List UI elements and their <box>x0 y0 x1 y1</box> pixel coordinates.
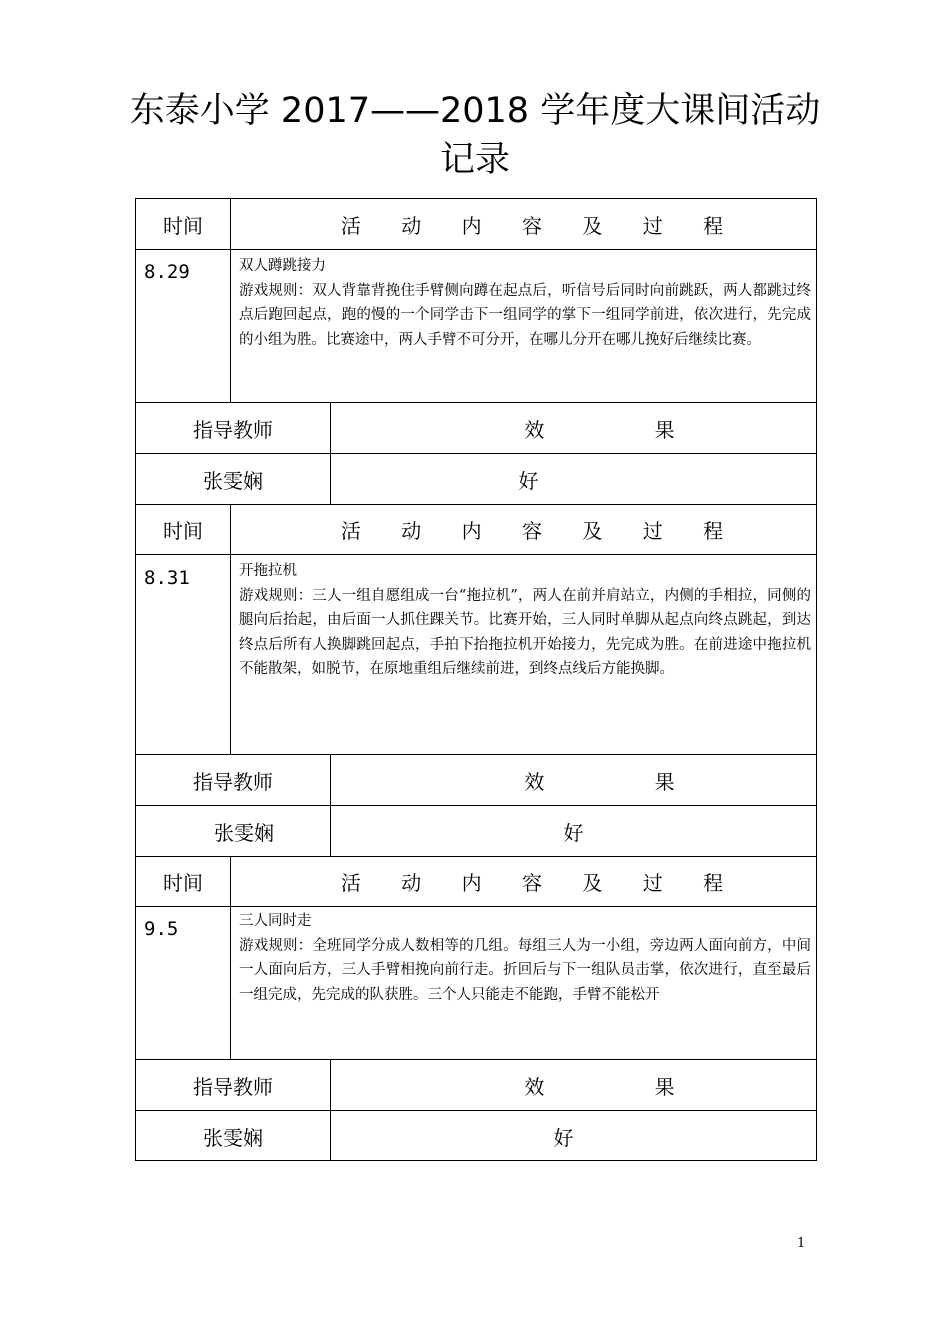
header-time: 时间 <box>163 213 203 238</box>
activity-name: 三人同时走 <box>239 913 312 929</box>
header-content: 活 动 内 容 及 过 程 <box>340 213 741 238</box>
activity-name: 开拖拉机 <box>239 563 297 579</box>
activity-rules: 游戏规则：全班同学分成人数相等的几组。每组三人为一小组，旁边两人面向前方，中间一人面向后方，三人手臂相挽向前行走。折回后与下一组队员击掌，依次进行，直至最后一组完成，先完成的队获胜。三个人只能走不能跑，手臂不能松开 <box>239 937 811 1003</box>
teacher-name: 张雯娴 <box>203 468 263 493</box>
activity-rules: 游戏规则：双人背靠背挽住手臂侧向蹲在起点后，听信号后同时向前跳跃，两人都跳过终点后跑回起点，跑的慢的一个同学击下一组同学的掌下一组同学前进，依次进行，先完成的小组为胜。比赛途中，两人手臂不可分开，在哪儿分开在哪儿挽好后继续比赛。 <box>239 282 811 348</box>
effect-value: 好 <box>518 468 539 493</box>
header-time: 时间 <box>163 518 203 543</box>
header-effect: 效 果 <box>524 769 727 794</box>
effect-value: 好 <box>553 1125 574 1150</box>
header-teacher: 指导教师 <box>193 1074 273 1099</box>
teacher-name: 张雯娴 <box>203 1125 263 1150</box>
header-teacher: 指导教师 <box>193 417 273 442</box>
header-teacher: 指导教师 <box>193 769 273 794</box>
header-content: 活 动 内 容 及 过 程 <box>340 518 741 543</box>
record-content <box>239 909 811 1007</box>
activity-rules: 游戏规则：三人一组自愿组成一台“拖拉机”，两人在前并肩站立，内侧的手相拉，同侧的腿向后抬起，由后面一人抓住踝关节。比赛开始，三人同时单脚从起点向终点跳起，到达终点后所有人换脚跳回起点，手拍下抬拖拉机开始接力，先完成为胜。在前进途中拖拉机不能散架，如脱节，在原地重组后继续前进，到终点线后方能换脚。 <box>239 587 811 677</box>
document-title-line2: 记录 <box>439 140 510 180</box>
header-effect: 效 果 <box>524 417 727 442</box>
page-number: 1 <box>797 1236 806 1251</box>
teacher-name: 张雯娴 <box>214 820 274 845</box>
effect-value: 好 <box>563 820 584 845</box>
activity-record-table <box>135 198 817 1161</box>
header-time: 时间 <box>163 870 203 895</box>
document-title-line1: 东泰小学 2017——2018 学年度大课间活动 <box>129 91 821 131</box>
header-content: 活 动 内 容 及 过 程 <box>340 870 741 895</box>
record-date: 9.5 <box>144 918 179 940</box>
record-content <box>239 559 811 682</box>
record-date: 8.31 <box>144 567 190 589</box>
activity-name: 双人蹲跳接力 <box>239 258 326 274</box>
record-date: 8.29 <box>144 261 190 283</box>
header-effect: 效 果 <box>524 1074 727 1099</box>
record-content <box>239 254 811 352</box>
